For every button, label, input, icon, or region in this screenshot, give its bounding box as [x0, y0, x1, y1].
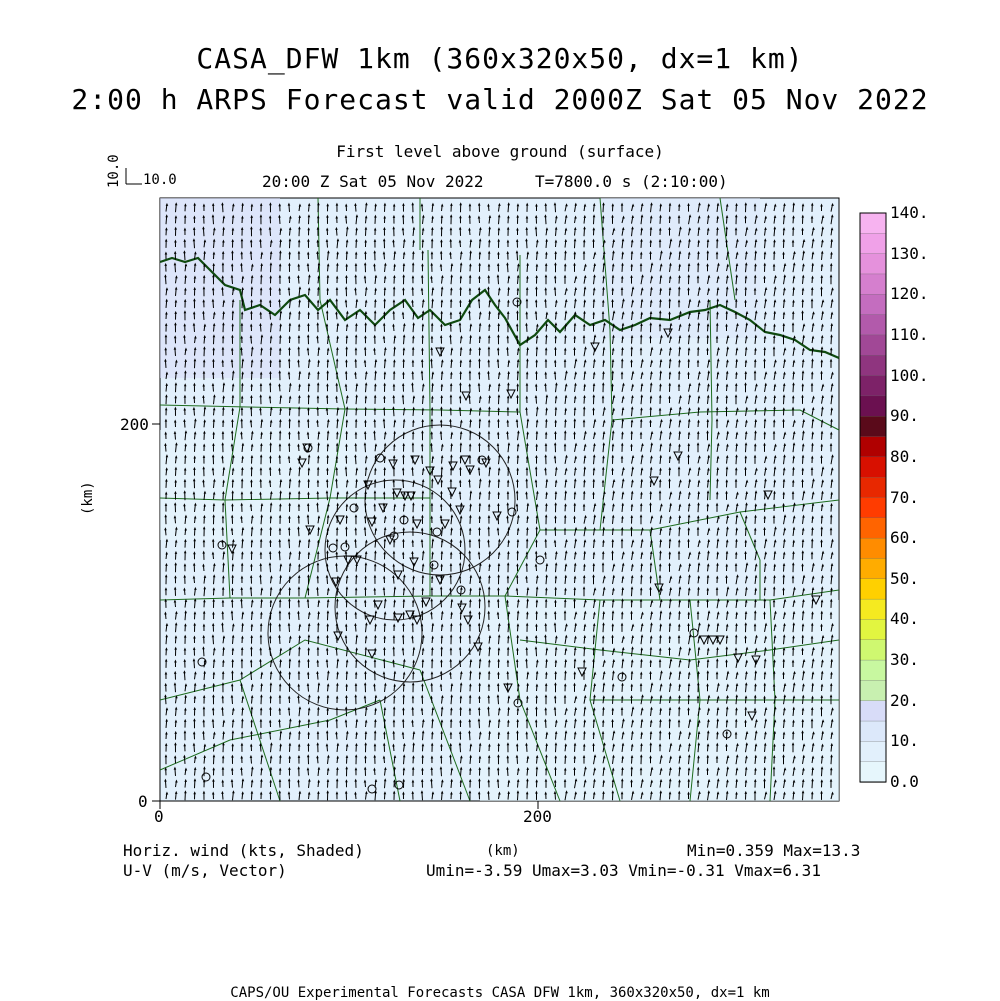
- model-time-label: T=7800.0 s (2:10:00): [535, 172, 728, 191]
- vector-key-horizontal: 10.0: [143, 172, 177, 188]
- vector-key-icon: [126, 168, 142, 184]
- valid-time-label: 20:00 Z Sat 05 Nov 2022: [262, 172, 484, 191]
- plot-title-line1: CASA_DFW 1km (360x320x50, dx=1 km): [0, 42, 1000, 75]
- plot-title-line2: 2:00 h ARPS Forecast valid 2000Z Sat 05 Nov 2022: [0, 83, 1000, 116]
- level-label: First level above ground (surface): [0, 142, 1000, 161]
- vector-key-vertical: 10.0: [106, 154, 122, 188]
